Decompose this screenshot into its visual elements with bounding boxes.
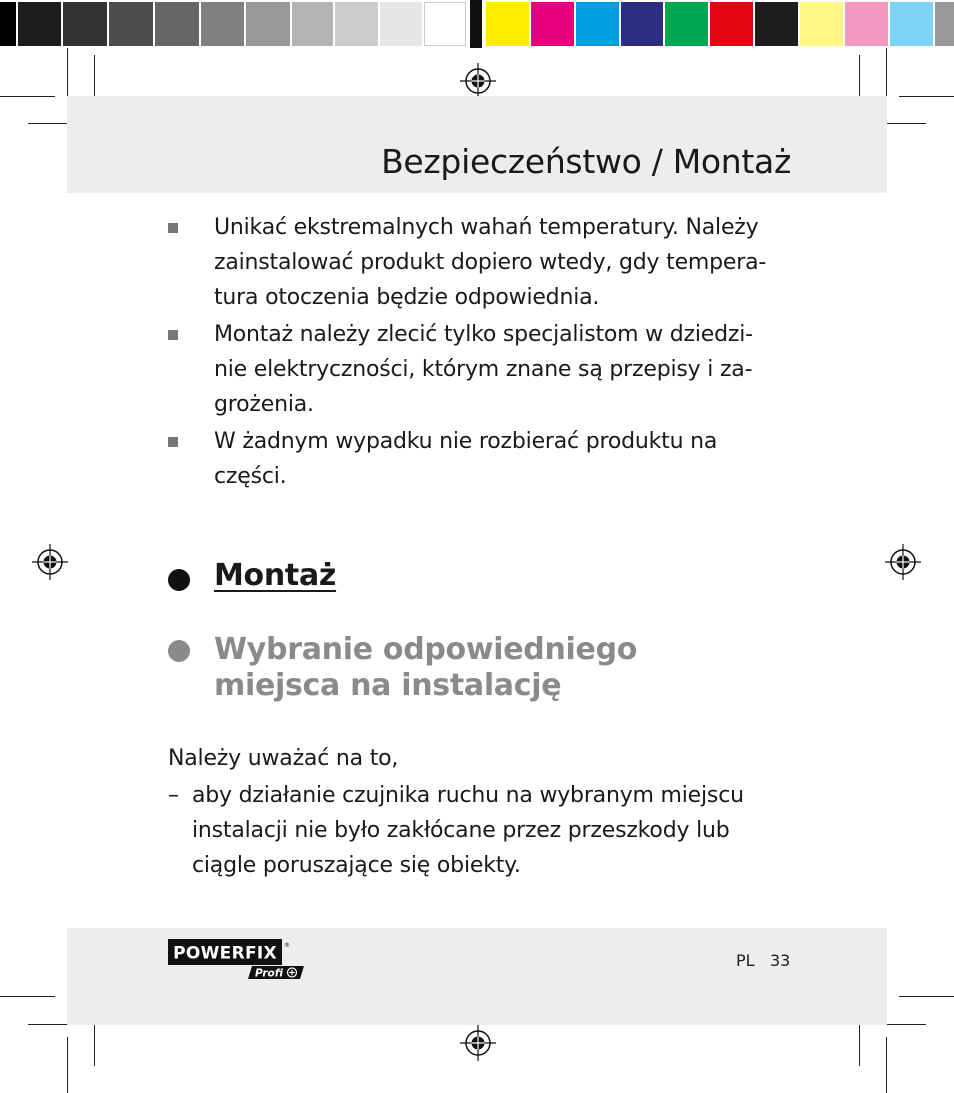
gray-swatch	[63, 2, 107, 46]
powerfix-logo	[168, 939, 304, 981]
square-bullet-icon	[168, 330, 178, 340]
logo-main-text: POWERFIX	[173, 943, 277, 964]
light-cyan-swatch	[890, 2, 933, 46]
gray-swatch	[292, 2, 333, 46]
registration-mark-icon	[459, 62, 497, 100]
light-yellow-swatch	[800, 2, 843, 46]
black-swatch	[755, 2, 798, 46]
svg-text:®: ®	[284, 942, 290, 949]
section-heading-montaz: Montaż	[168, 558, 336, 593]
pink-swatch	[845, 2, 888, 46]
gray-swatch	[424, 2, 466, 46]
red-swatch	[710, 2, 753, 46]
page-title: Bezpieczeństwo / Montaż	[381, 142, 791, 181]
swatch-divider	[470, 0, 482, 48]
square-bullet-icon	[168, 223, 178, 233]
safety-bullet-list	[168, 210, 788, 496]
list-item: W żadnym wypadku nie rozbierać produktu na części.	[168, 424, 788, 494]
list-item: – aby działanie czujnika ruchu na wybranym miejscu instalacji nie było zakłócane przez przeszkody lub ciągle poruszające się obiekty.	[168, 778, 788, 883]
filled-circle-bullet-icon	[168, 569, 190, 591]
registration-mark-icon	[31, 543, 69, 581]
list-item: Montaż należy zlecić tylko specjalistom w dziedzi- nie elektryczności, którym znane są przepisy i za- grożenia.	[168, 317, 788, 422]
square-bullet-icon	[168, 437, 178, 447]
color-calibration-bar	[0, 0, 954, 48]
gray-swatch	[246, 2, 290, 46]
cyan-swatch	[576, 2, 619, 46]
registration-mark-icon	[459, 1024, 497, 1062]
page-number: 33	[770, 951, 791, 970]
green-swatch	[665, 2, 708, 46]
gray-swatch	[380, 2, 422, 46]
gray-swatch	[935, 2, 954, 46]
magenta-swatch	[531, 2, 574, 46]
gray-swatch	[201, 2, 244, 46]
gray-swatch	[0, 2, 16, 46]
gray-swatch	[155, 2, 199, 46]
yellow-swatch	[486, 2, 529, 46]
gray-circle-bullet-icon	[168, 640, 190, 662]
logo-sub-text: Profi	[255, 967, 284, 980]
dash-list	[168, 778, 788, 883]
intro-paragraph: Należy uważać na to,	[168, 746, 399, 771]
language-code: PL	[736, 951, 755, 970]
dash-marker: –	[168, 783, 179, 808]
registration-mark-icon	[884, 543, 922, 581]
section-heading-location: Wybranie odpowiedniego miejsca na instalację	[168, 632, 637, 704]
gray-swatch	[335, 2, 378, 46]
list-item: Unikać ekstremalnych wahań temperatury. Należy zainstalować produkt dopiero wtedy, gdy tempera- tura otoczenia będzie odpowiednia.	[168, 210, 788, 315]
blue-swatch	[621, 2, 663, 46]
gray-swatch	[18, 2, 61, 46]
gray-swatch	[109, 2, 153, 46]
